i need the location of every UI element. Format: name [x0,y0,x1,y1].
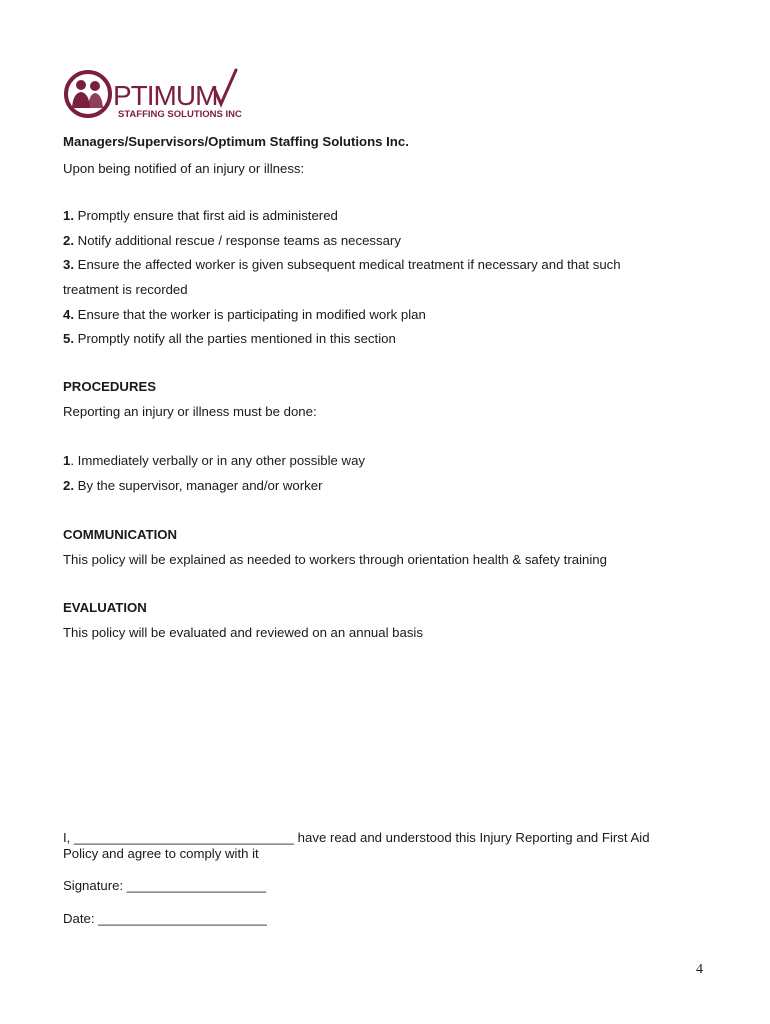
acknowledgement-agreement: Policy and agree to comply with it [63,846,259,861]
section-heading-managers: Managers/Supervisors/Optimum Staffing Solutions Inc. [63,134,409,149]
duty-item: 4. Ensure that the worker is participating in modified work plan [63,307,426,322]
procedure-item: 1. Immediately verbally or in any other possible way [63,453,365,468]
page-number: 4 [696,962,703,977]
communication-text: This policy will be explained as needed to workers through orientation health & safety training [63,552,607,567]
duty-item: 2. Notify additional rescue / response teams as necessary [63,233,401,248]
date-line: Date: _______________________ [63,911,267,926]
procedure-item: 2. By the supervisor, manager and/or worker [63,478,323,493]
intro-text: Upon being notified of an injury or illness: [63,161,305,176]
signature-line: Signature: ___________________ [63,878,267,893]
communication-heading: COMMUNICATION [63,527,178,542]
logo-wordmark: PTIMUM [113,80,218,111]
duty-item: 3. Ensure the affected worker is given subsequent medical treatment if necessary and that such [63,257,621,272]
company-logo [64,66,240,128]
procedures-intro: Reporting an injury or illness must be done: [63,404,317,419]
logo-subtitle: STAFFING SOLUTIONS INC [118,109,242,120]
acknowledgement-name-line: I, ______________________________ have read and understood this Injury Reporting and First Aid [63,830,650,845]
evaluation-heading: EVALUATION [63,600,147,615]
duty-item-continuation: treatment is recorded [63,282,188,297]
duty-item: 1. Promptly ensure that first aid is administered [63,208,338,223]
procedures-heading: PROCEDURES [63,379,157,394]
evaluation-text: This policy will be evaluated and reviewed on an annual basis [63,625,423,640]
duty-item: 5. Promptly notify all the parties mentioned in this section [63,331,396,346]
